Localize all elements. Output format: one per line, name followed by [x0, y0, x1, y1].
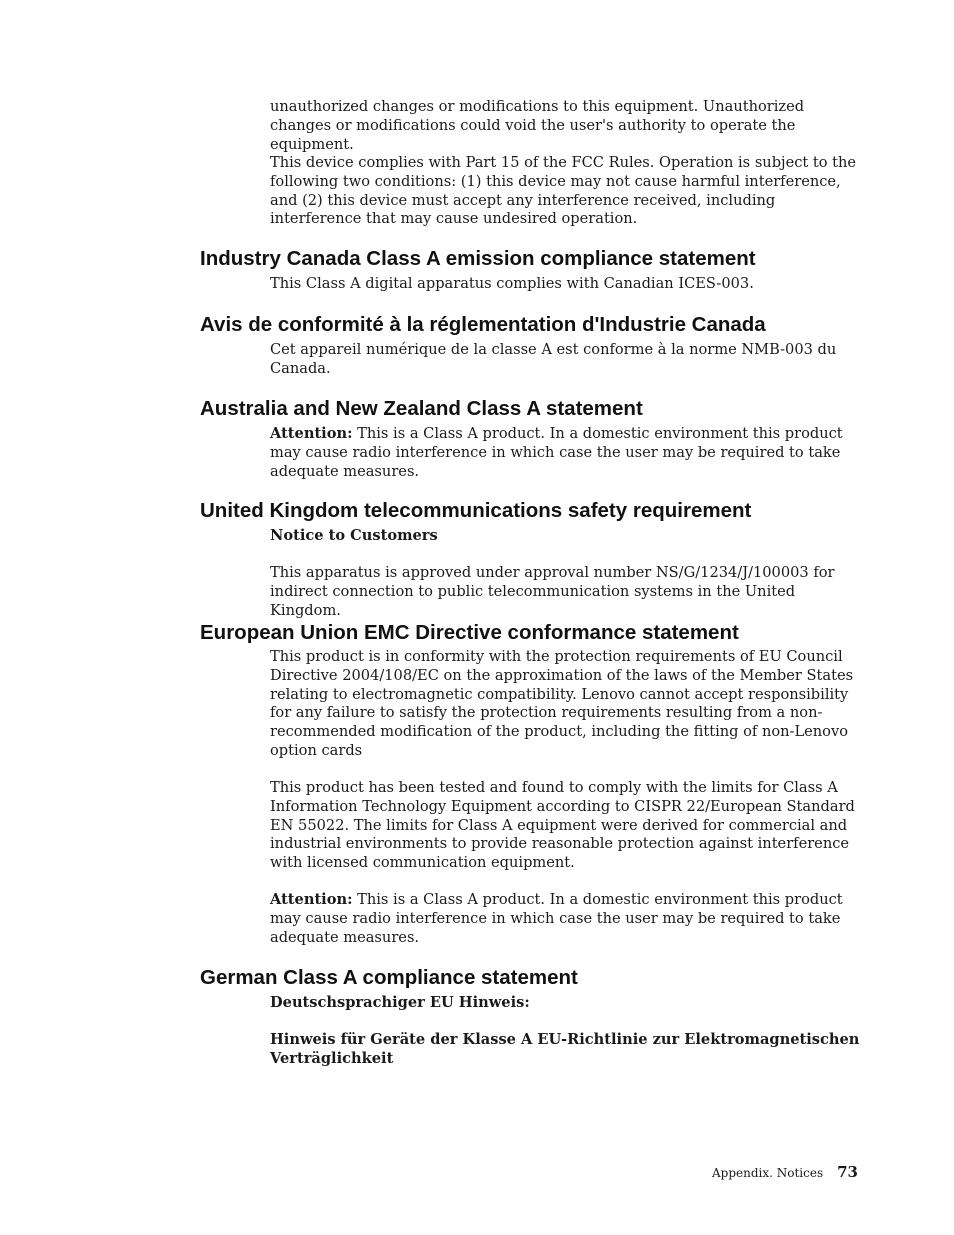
page-footer — [712, 1162, 858, 1181]
uk-text: This apparatus is approved under approval number NS/G/1234/J/100003 for indirect connection to public telecommunication systems in the United Kingdom. — [270, 564, 835, 619]
fcc-paragraph-2: This device complies with Part 15 of the FCC Rules. Operation is subject to the following two conditions: (1) this device may not cause harmful interference, and (2) this device must accept any interference received, including interference that may cause undesired operation. — [270, 154, 857, 228]
industry-canada-heading: Industry Canada Class A emission compliance statement — [200, 247, 756, 270]
uk-heading: United Kingdom telecommunications safety requirement — [200, 499, 752, 522]
german-heading: German Class A compliance statement — [200, 966, 578, 989]
fcc-paragraph-1: unauthorized changes or modifications to this equipment. Unauthorized changes or modifications could void the user's authority to operate the equipment. — [270, 98, 805, 153]
eu-paragraph-1: This product is in conformity with the protection requirements of EU Council Directive 2004/108/EC on the approximation of the laws of the Member States relating to electromagnetic compatibility. Lenovo cannot accept responsibility for any failure to satisfy the protection requirements resulting from a non-recommended modification of the product, including the fitting of non-Lenovo option cards — [270, 648, 854, 759]
eu-attention: Attention: This is a Class A product. In a domestic environment this product may cause radio interference in which case the user may be required to take adequate measures. — [270, 891, 843, 946]
uk-notice: Notice to Customers — [270, 527, 438, 544]
attention-label: Attention: — [270, 891, 353, 908]
footer-label: Appendix. Notices — [711, 1166, 824, 1180]
eu-heading: European Union EMC Directive conformance statement — [200, 621, 739, 644]
industry-canada-text: This Class A digital apparatus complies with Canadian ICES-003. — [270, 275, 754, 292]
australia-text: Attention: This is a Class A product. In a domestic environment this product may cause radio interference in which case the user may be required to take adequate measures. — [270, 425, 843, 480]
attention-label: Attention: — [270, 425, 353, 442]
australia-heading: Australia and New Zealand Class A statement — [200, 397, 643, 420]
page-number: 73 — [837, 1163, 858, 1181]
german-line-2: Hinweis für Geräte der Klasse A EU-Richtlinie zur Elektromagnetischen Verträglichkeit — [270, 1031, 860, 1067]
german-line-1: Deutschsprachiger EU Hinweis: — [270, 994, 530, 1011]
avis-canada-text: Cet appareil numérique de la classe A est conforme à la norme NMB-003 du Canada. — [270, 341, 837, 377]
eu-paragraph-2: This product has been tested and found to comply with the limits for Class A Information Technology Equipment according to CISPR 22/European Standard EN 55022. The limits for Class A equipment were derived for commercial and industrial environments to provide reasonable protection against interference with licensed communication equipment. — [270, 779, 855, 872]
avis-canada-heading: Avis de conformité à la réglementation d'Industrie Canada — [200, 313, 766, 336]
